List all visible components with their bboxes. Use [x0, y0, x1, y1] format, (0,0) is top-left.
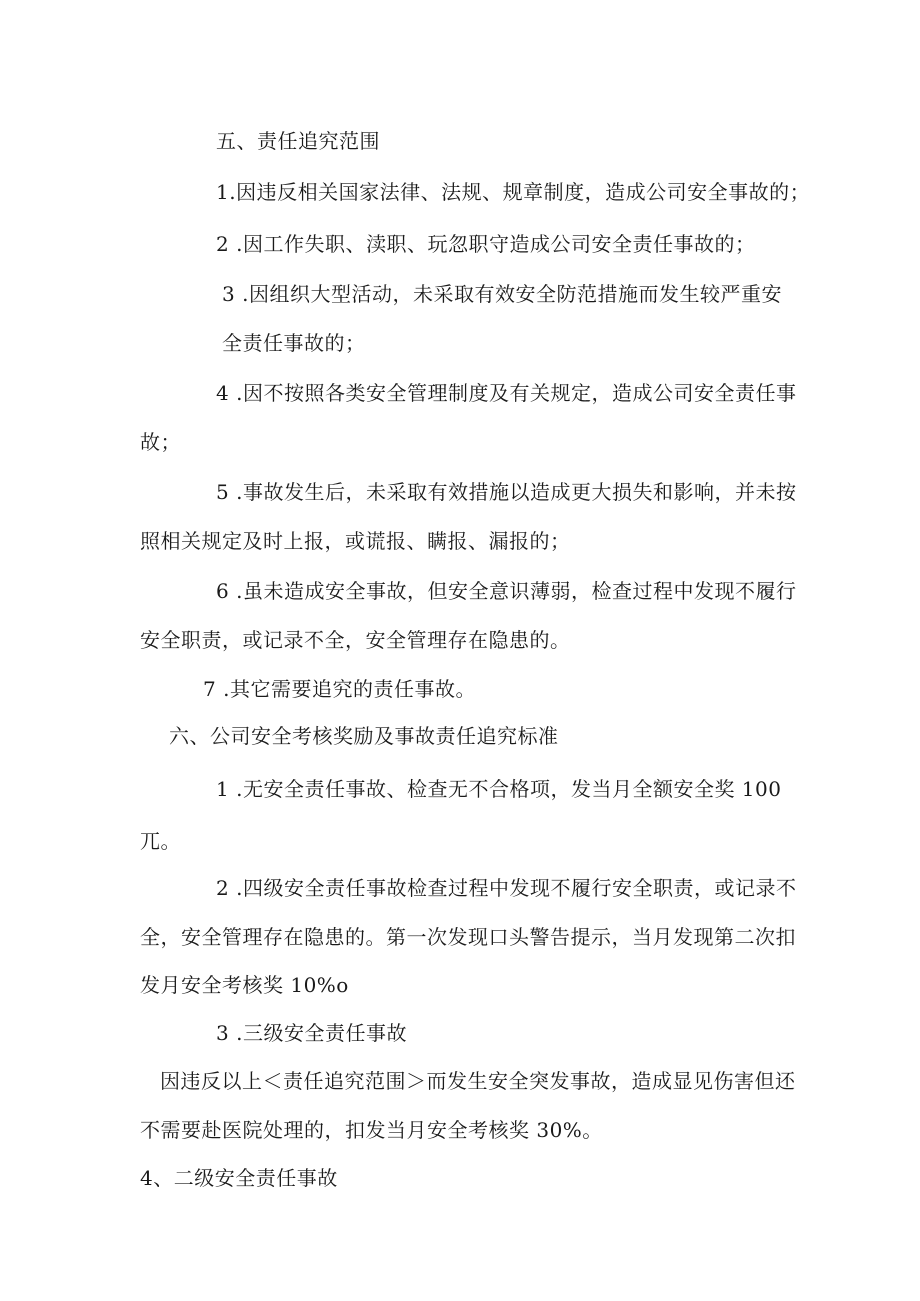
section-5-item-2: 2 .因工作失职、渎职、玩忽职守造成公司安全责任事故的；	[216, 232, 756, 256]
section-5-item-5-line-1: 5 .事故发生后，未采取有效措施以造成更大损失和影响，并未按	[216, 480, 797, 504]
section-5-item-4-line-1: 4 .因不按照各类安全管理制度及有关规定，造成公司安全责任事	[216, 381, 797, 405]
section-6-item-1-line-2: 兀。	[140, 829, 181, 853]
section-6-item-4-heading: 4、二级安全责任事故	[140, 1166, 338, 1190]
section-6-item-2-line-1: 2 .四级安全责任事故检查过程中发现不履行安全职责，或记录不	[216, 876, 797, 900]
section-6-item-3-body-line-2: 不需要赴医院处理的，扣发当月安全考核奖 30%。	[140, 1118, 603, 1142]
section-5-item-6-line-1: 6 .虽未造成安全事故，但安全意识薄弱，检查过程中发现不履行	[216, 579, 797, 603]
section-5-item-3-line-2: 全责任事故的；	[222, 331, 366, 355]
section-5-item-3-line-1: 3 .因组织大型活动，未采取有效安全防范措施而发生较严重安	[222, 282, 782, 306]
section-5-heading: 五、责任追究范围	[216, 129, 380, 153]
section-6-item-1-line-1: 1 .无安全责任事故、检查无不合格项，发当月全额安全奖 100	[216, 777, 782, 801]
section-6-heading: 六、公司安全考核奖励及事故责任追究标准	[169, 724, 559, 748]
section-6-item-2-line-3: 发月安全考核奖 10%o	[140, 973, 349, 997]
section-5-item-5-line-2: 照相关规定及时上报，或谎报、瞒报、漏报的；	[140, 529, 571, 553]
section-6-item-3-heading: 3 .三级安全责任事故	[216, 1021, 407, 1045]
section-5-item-4-line-2: 故；	[140, 430, 181, 454]
section-6-item-3-body-line-1: 因违反以上＜责任追究范围＞而发生安全突发事故，造成显见伤害但还	[160, 1069, 796, 1093]
section-6-item-2-line-2: 全，安全管理存在隐患的。第一次发现口头警告提示，当月发现第二次扣	[140, 925, 796, 949]
section-5-item-6-line-2: 安全职责，或记录不全，安全管理存在隐患的。	[140, 628, 571, 652]
section-5-item-7: 7 .其它需要追究的责任事故。	[203, 677, 476, 701]
section-5-item-1: 1.因违反相关国家法律、法规、规章制度，造成公司安全事故的；	[216, 180, 811, 204]
